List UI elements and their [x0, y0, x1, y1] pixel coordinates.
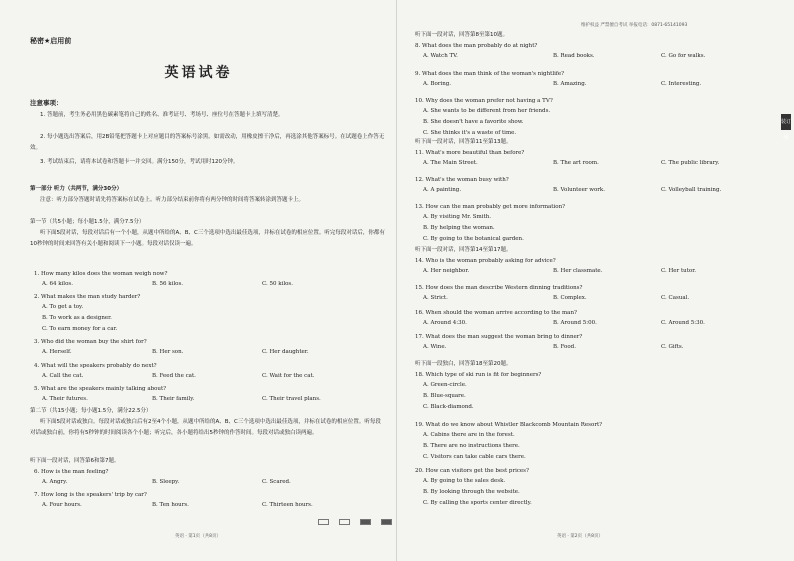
- option-a: A. Around 4:30.: [423, 320, 467, 326]
- question-stem: 13. How can the man probably get more information?: [415, 204, 566, 210]
- option-b: B. Feed the cat.: [152, 373, 196, 379]
- question-stem: 11. What's more beautiful than before?: [415, 150, 525, 156]
- question-stem: 10. Why does the woman prefer not having a TV?: [415, 98, 553, 104]
- option-c: C. Around 5:30.: [661, 320, 705, 326]
- question-stem: 1. How many kilos does the woman weigh now?: [34, 271, 168, 277]
- option-c: C. Scared.: [262, 479, 291, 485]
- option-a: A. She wants to be different from her friends.: [423, 108, 551, 114]
- question-stem: 17. What does the man suggest the woman bring to dinner?: [415, 334, 583, 340]
- option-b: B. There are no instructions there.: [423, 443, 520, 449]
- notice-item-1: 1. 答题前，考生务必用黑色碳素笔将自己的姓名、准考证号、考场号、座位号在答题卡上填写清楚。: [40, 112, 284, 118]
- option-a: A. Green-circle.: [423, 382, 467, 388]
- notice-item-3: 3. 考试结束后，请将本试卷和答题卡一并交回。满分150分，考试用时120分钟。: [40, 159, 239, 165]
- notice-item-2: 2. 每小题选出答案后，用2B铅笔把答题卡上对应题目的答案标号涂黑。如需改动，用橡皮擦干净后，再选涂其他答案标号。在试题卷上作答无效。: [30, 134, 385, 151]
- option-c: C. To earn money for a car.: [42, 326, 118, 332]
- option-b: B. Amazing.: [553, 81, 587, 87]
- option-c: C. Her tutor.: [661, 268, 696, 274]
- confidential-tag: 秘密★启用前: [30, 37, 72, 45]
- question-stem: 20. How can visitors get the best prices?: [415, 468, 529, 474]
- question-stem: 16. When should the woman arrive according to the man?: [415, 310, 577, 316]
- option-c: C. Casual.: [661, 295, 690, 301]
- option-b: B. By helping the woman.: [423, 225, 495, 231]
- page-footer: 英语 · 第1页（共8页）: [175, 534, 222, 539]
- question-stem: 19. What do we know about Whistler Blackcomb Mountain Resort?: [415, 422, 603, 428]
- question-stem: 15. How does the man describe Western dinning traditions?: [415, 285, 583, 291]
- question-stem: 14. Who is the woman probably asking for advice?: [415, 258, 556, 264]
- option-a: A. 64 kilos.: [42, 281, 73, 287]
- option-c: C. Black-diamond.: [423, 404, 474, 410]
- section2-heading: 第二节（共15小题；每小题1.5分，满分22.5分）: [30, 408, 152, 414]
- question-stem: 18. Which type of ski run is fit for beginners?: [415, 372, 542, 378]
- binding-edge-mark: 装订线: [781, 114, 791, 130]
- option-a: A. Cabins there are in the forest.: [423, 432, 515, 438]
- option-b: B. 56 kilos.: [152, 281, 184, 287]
- option-c: C. She thinks it's a waste of time.: [423, 130, 517, 136]
- option-a: A. Strict.: [423, 295, 448, 301]
- right-page: [397, 0, 794, 561]
- part1-intro: 注意：听力部分答题时请先将答案标在试卷上。听力部分结束前你将有两分钟的时间将答案转涂到答题卡上。: [40, 197, 305, 203]
- page-footer: 英语 · 第2页（共8页）: [557, 534, 604, 539]
- registration-marks: [318, 519, 392, 525]
- option-b: B. Her classmate.: [553, 268, 603, 274]
- mark: [360, 519, 371, 525]
- option-b: B. Sleepy.: [152, 479, 180, 485]
- part1-heading: 第一部分 听力（共两节，满分30分）: [30, 186, 123, 192]
- option-a: A. A painting.: [423, 187, 462, 193]
- option-b: B. To work as a designer.: [42, 315, 112, 321]
- dialog-6-instruction: 听下面一段对话，回答第6和第7题。: [30, 458, 120, 464]
- section1-intro: 听下面5段对话，每段对话后有一个小题，从题中所给的A、B、C三个选项中选出最佳选项，并标在试卷的相应位置。听完每段对话后，你都有10秒钟的时间来回答有关小题和阅读下一小题。每段对话仅读一遍。: [30, 230, 385, 247]
- question-stem: 5. What are the speakers mainly talking about?: [34, 386, 167, 392]
- option-a: A. Wine.: [423, 344, 447, 350]
- option-b: B. Blue-square.: [423, 393, 466, 399]
- question-stem: 4. What will the speakers probably do next?: [34, 363, 157, 369]
- option-b: B. By looking through the website.: [423, 489, 520, 495]
- option-c: C. Go for walks.: [661, 53, 706, 59]
- page-header: 维护权益 严禁擅自考试 举报电话：0871-65141093: [581, 23, 688, 28]
- question-stem: 6. How is the man feeling?: [34, 469, 109, 475]
- mark: [339, 519, 350, 525]
- option-a: A. Angry.: [42, 479, 68, 485]
- option-c: C. Their travel plans.: [262, 396, 321, 402]
- option-b: B. Her son.: [152, 349, 184, 355]
- question-stem: 12. What's the woman busy with?: [415, 177, 509, 183]
- option-a: A. Her neighbor.: [423, 268, 470, 274]
- mark: [318, 519, 329, 525]
- option-a: A. Their futures.: [42, 396, 88, 402]
- option-a: A. Watch TV.: [423, 53, 458, 59]
- option-b: B. The art room.: [553, 160, 599, 166]
- question-stem: 2. What makes the man study harder?: [34, 294, 141, 300]
- question-stem: 8. What does the man probably do at night?: [415, 43, 538, 49]
- option-c: C. Thirteen hours.: [262, 502, 313, 508]
- option-c: C. The public library.: [661, 160, 720, 166]
- option-b: B. Volunteer work.: [553, 187, 605, 193]
- option-b: B. Complex.: [553, 295, 587, 301]
- option-c: C. Wait for the cat.: [262, 373, 315, 379]
- question-stem: 7. How long is the speakers' trip by car?: [34, 492, 147, 498]
- option-b: B. Read books.: [553, 53, 595, 59]
- option-c: C. Visitors can take cable cars there.: [423, 454, 526, 460]
- question-stem: 9. What does the man think of the woman's nightlife?: [415, 71, 565, 77]
- section2-intro: 听下面5段对话或独白。每段对话或独白后有2至4个小题，从题中所给的A、B、C三个选项中选出最佳选项，并标在试卷的相应位置。听每段对话或独白前，你将有5秒钟的时间阅读各个小题；听完后，各小题将给出5秒钟的作答时间。每段对话或独白读两遍。: [30, 419, 381, 436]
- option-a: A. To get a toy.: [42, 304, 84, 310]
- option-b: B. She doesn't have a favorite show.: [423, 119, 524, 125]
- dialog-18-instruction: 听下面一段独白，回答第18至第20题。: [415, 361, 512, 367]
- option-a: A. By going to the sales desk.: [423, 478, 506, 484]
- option-c: C. Volleyball training.: [661, 187, 722, 193]
- option-a: A. The Main Street.: [423, 160, 478, 166]
- option-c: C. Her daughter.: [262, 349, 309, 355]
- option-b: B. Ten hours.: [152, 502, 189, 508]
- option-a: A. By visiting Mr. Smith.: [423, 214, 491, 220]
- option-a: A. Call the cat.: [42, 373, 84, 379]
- option-a: A. Herself.: [42, 349, 72, 355]
- mark: [381, 519, 392, 525]
- option-c: C. Interesting.: [661, 81, 702, 87]
- option-b: B. Around 5:00.: [553, 320, 597, 326]
- section1-heading: 第一节（共5小题；每小题1.5分，满分7.5分）: [30, 219, 145, 225]
- option-c: C. By going to the botanical garden.: [423, 236, 524, 242]
- question-stem: 3. Who did the woman buy the shirt for?: [34, 339, 147, 345]
- option-a: A. Boring.: [423, 81, 452, 87]
- option-c: C. Gifts.: [661, 344, 684, 350]
- option-c: C. 50 kilos.: [262, 281, 293, 287]
- option-b: B. Their family.: [152, 396, 195, 402]
- dialog-8-instruction: 听下面一段对话，回答第8至第10题。: [415, 32, 508, 38]
- dialog-11-instruction: 听下面一段对话，回答第11至第13题。: [415, 139, 512, 145]
- page-title: 英语试卷: [164, 65, 233, 81]
- option-c: C. By calling the sports center directly.: [423, 500, 532, 506]
- dialog-14-instruction: 听下面一段对话，回答第14至第17题。: [415, 247, 512, 253]
- option-b: B. Food.: [553, 344, 576, 350]
- option-a: A. Four hours.: [42, 502, 82, 508]
- notice-heading: 注意事项：: [30, 99, 63, 107]
